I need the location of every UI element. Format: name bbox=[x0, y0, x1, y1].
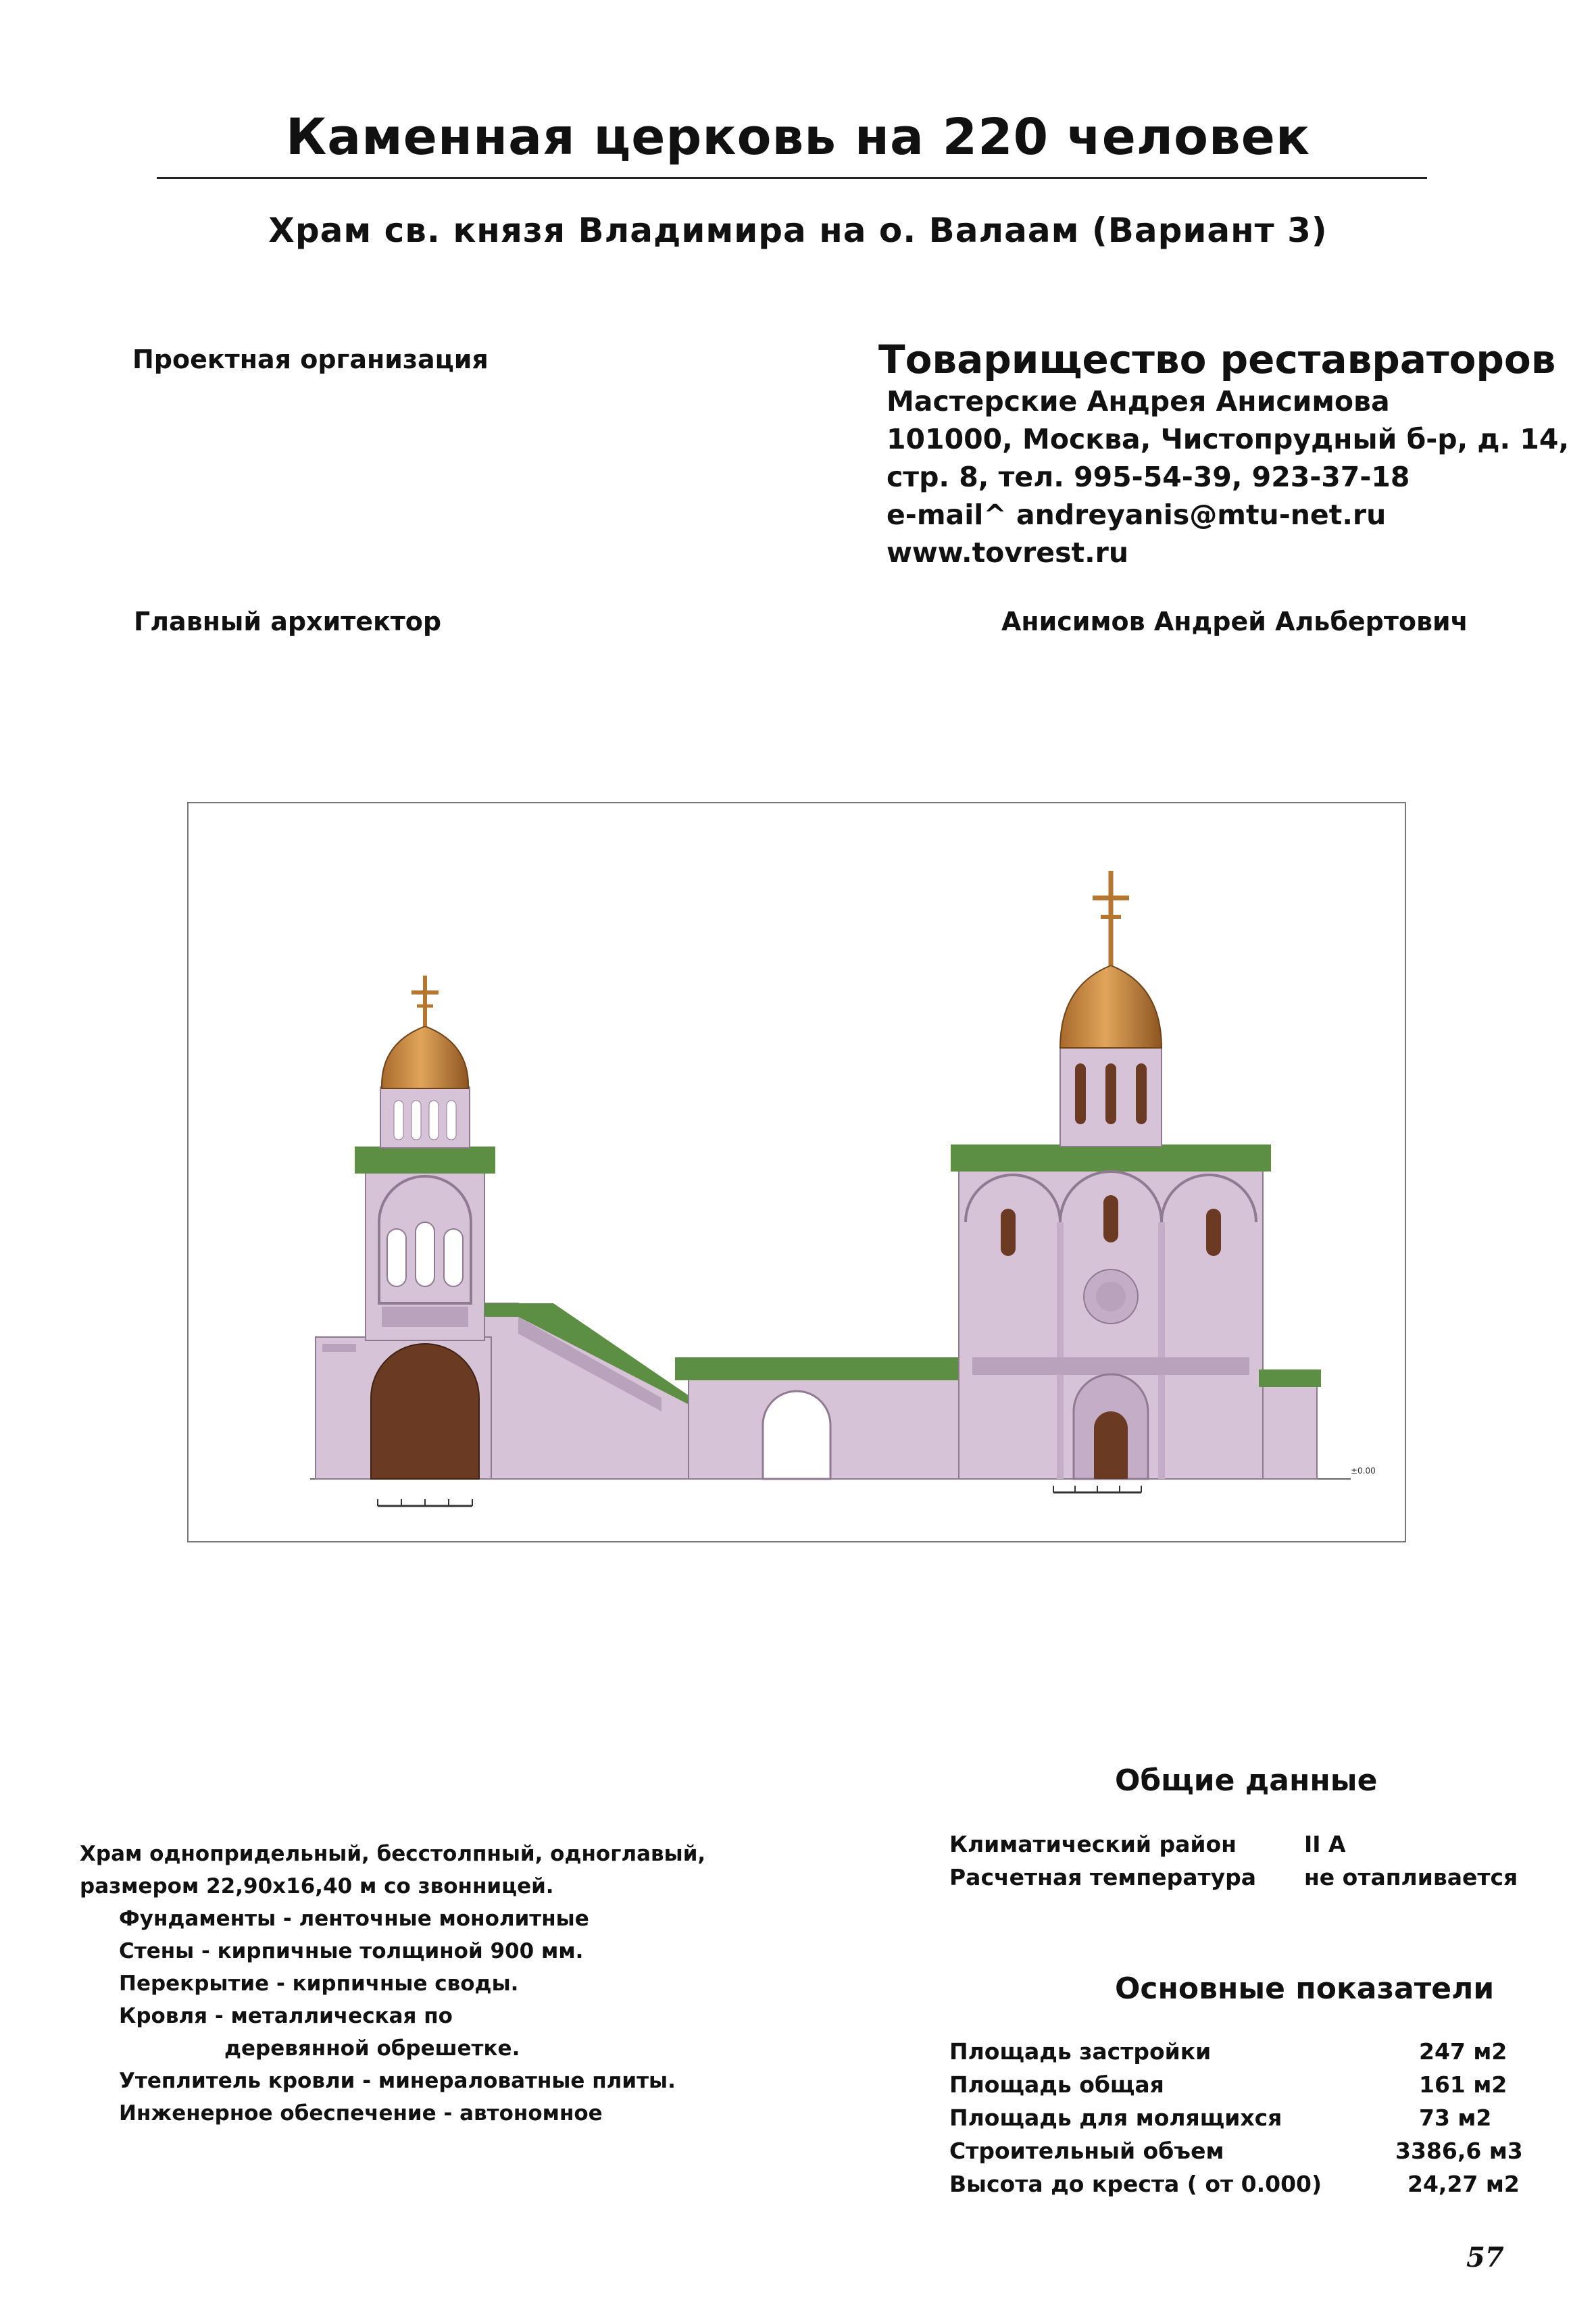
scale-bar-right bbox=[1053, 1486, 1141, 1492]
drum-window bbox=[447, 1101, 456, 1140]
description-line: размером 22,90х16,40 м со звонницей. bbox=[80, 1874, 554, 1898]
church-window bbox=[1103, 1195, 1118, 1242]
facade-drawing bbox=[187, 802, 1406, 1542]
table-row bbox=[949, 2068, 1510, 2101]
description-line: Утеплитель кровли - минераловатные плиты. bbox=[119, 2069, 676, 2093]
church-dome bbox=[1060, 965, 1162, 1048]
page-number: 57 bbox=[1466, 2242, 1504, 2273]
church-window bbox=[1206, 1209, 1221, 1256]
drum-window bbox=[1105, 1063, 1116, 1124]
organization-line: 101000, Москва, Чистопрудный б-р, д. 14, bbox=[887, 423, 1570, 455]
description-line: Храм однопридельный, бесстолпный, одноглавый, bbox=[80, 1842, 706, 1866]
large-arch-opening bbox=[371, 1344, 479, 1479]
portal-door bbox=[1094, 1411, 1128, 1479]
description-block bbox=[80, 1838, 705, 2130]
table-row bbox=[949, 1828, 1510, 1861]
table-row bbox=[949, 2035, 1510, 2068]
row-label: Площадь застройки bbox=[949, 2038, 1212, 2065]
indicators-heading: Основные показатели bbox=[1115, 1971, 1495, 2006]
row-label: Высота до креста ( от 0.000) bbox=[949, 2171, 1322, 2197]
row-value: 24,27 м2 bbox=[1407, 2171, 1520, 2197]
drum-window bbox=[394, 1101, 403, 1140]
tower-roof bbox=[355, 1147, 495, 1174]
belfry-opening bbox=[444, 1229, 463, 1286]
base-frieze bbox=[322, 1344, 356, 1352]
row-label: Расчетная температура bbox=[949, 1864, 1257, 1890]
drum-window bbox=[1136, 1063, 1147, 1124]
organization-line: Мастерские Андрея Анисимова bbox=[887, 385, 1390, 418]
title-divider bbox=[157, 177, 1427, 179]
arcature-belt bbox=[382, 1307, 468, 1327]
table-row bbox=[949, 1861, 1518, 1894]
row-value: II А bbox=[1304, 1831, 1346, 1857]
organization-label: Проектная организация bbox=[132, 345, 489, 374]
tower-dome bbox=[382, 1026, 468, 1088]
organization-name: Товарищество реставраторов bbox=[878, 336, 1556, 382]
description-line: Кровля - металлическая по bbox=[119, 2004, 453, 2028]
drum-window bbox=[412, 1101, 421, 1140]
gallery-gate bbox=[763, 1391, 830, 1479]
row-value: не отапливается bbox=[1304, 1864, 1518, 1890]
row-value: 247 м2 bbox=[1419, 2038, 1507, 2065]
organization-line: стр. 8, тел. 995-54-39, 923-37-18 bbox=[887, 461, 1410, 493]
table-row bbox=[949, 2101, 1510, 2134]
gallery-roof bbox=[675, 1357, 972, 1380]
drum-window bbox=[429, 1101, 439, 1140]
indicators-table bbox=[949, 2035, 1523, 2200]
description-line: Стены - кирпичные толщиной 900 мм. bbox=[119, 1939, 584, 1963]
row-value: 73 м2 bbox=[1419, 2105, 1492, 2131]
church-roof bbox=[951, 1145, 1271, 1172]
architect-name: Анисимов Андрей Альбертович bbox=[1001, 607, 1468, 636]
church-elevation bbox=[189, 803, 1405, 1541]
architect-label: Главный архитектор bbox=[134, 607, 442, 636]
row-value: 3386,6 м3 bbox=[1395, 2138, 1523, 2164]
church-window bbox=[1001, 1209, 1016, 1256]
description-line: деревянной обрешетке. bbox=[224, 2036, 520, 2061]
scale-bar-left bbox=[378, 1499, 472, 1506]
row-label: Площадь для молящихся bbox=[949, 2105, 1282, 2131]
belfry-opening bbox=[387, 1229, 406, 1286]
description-line: Фундаменты - ленточные монолитные bbox=[119, 1907, 589, 1931]
general-data-heading: Общие данные bbox=[1115, 1763, 1378, 1798]
table-row bbox=[949, 2167, 1520, 2200]
organization-details bbox=[887, 382, 1569, 572]
side-annex bbox=[1263, 1384, 1317, 1479]
belfry-opening bbox=[416, 1222, 434, 1286]
church-arcature-belt bbox=[972, 1357, 1249, 1375]
drum-window bbox=[1075, 1063, 1086, 1124]
level-mark: ±0.00 bbox=[1351, 1466, 1376, 1476]
page-title: Каменная церковь на 220 человек bbox=[285, 108, 1311, 166]
row-value: 161 м2 bbox=[1419, 2071, 1507, 2098]
row-label: Строительный объем bbox=[949, 2138, 1224, 2164]
description-line: Перекрытие - кирпичные своды. bbox=[119, 1971, 519, 1996]
general-data-table bbox=[949, 1828, 1518, 1894]
row-label: Климатический район bbox=[949, 1831, 1237, 1857]
row-label: Площадь общая bbox=[949, 2071, 1164, 2098]
description-line: Инженерное обеспечение - автономное bbox=[119, 2101, 603, 2126]
organization-website: www.tovrest.ru bbox=[887, 536, 1129, 569]
organization-line: e-mail^ andreyanis@mtu-net.ru bbox=[887, 499, 1387, 531]
page-subtitle: Храм св. князя Владимира на о. Валаам (Вариант 3) bbox=[268, 211, 1328, 250]
table-row bbox=[949, 2134, 1523, 2167]
